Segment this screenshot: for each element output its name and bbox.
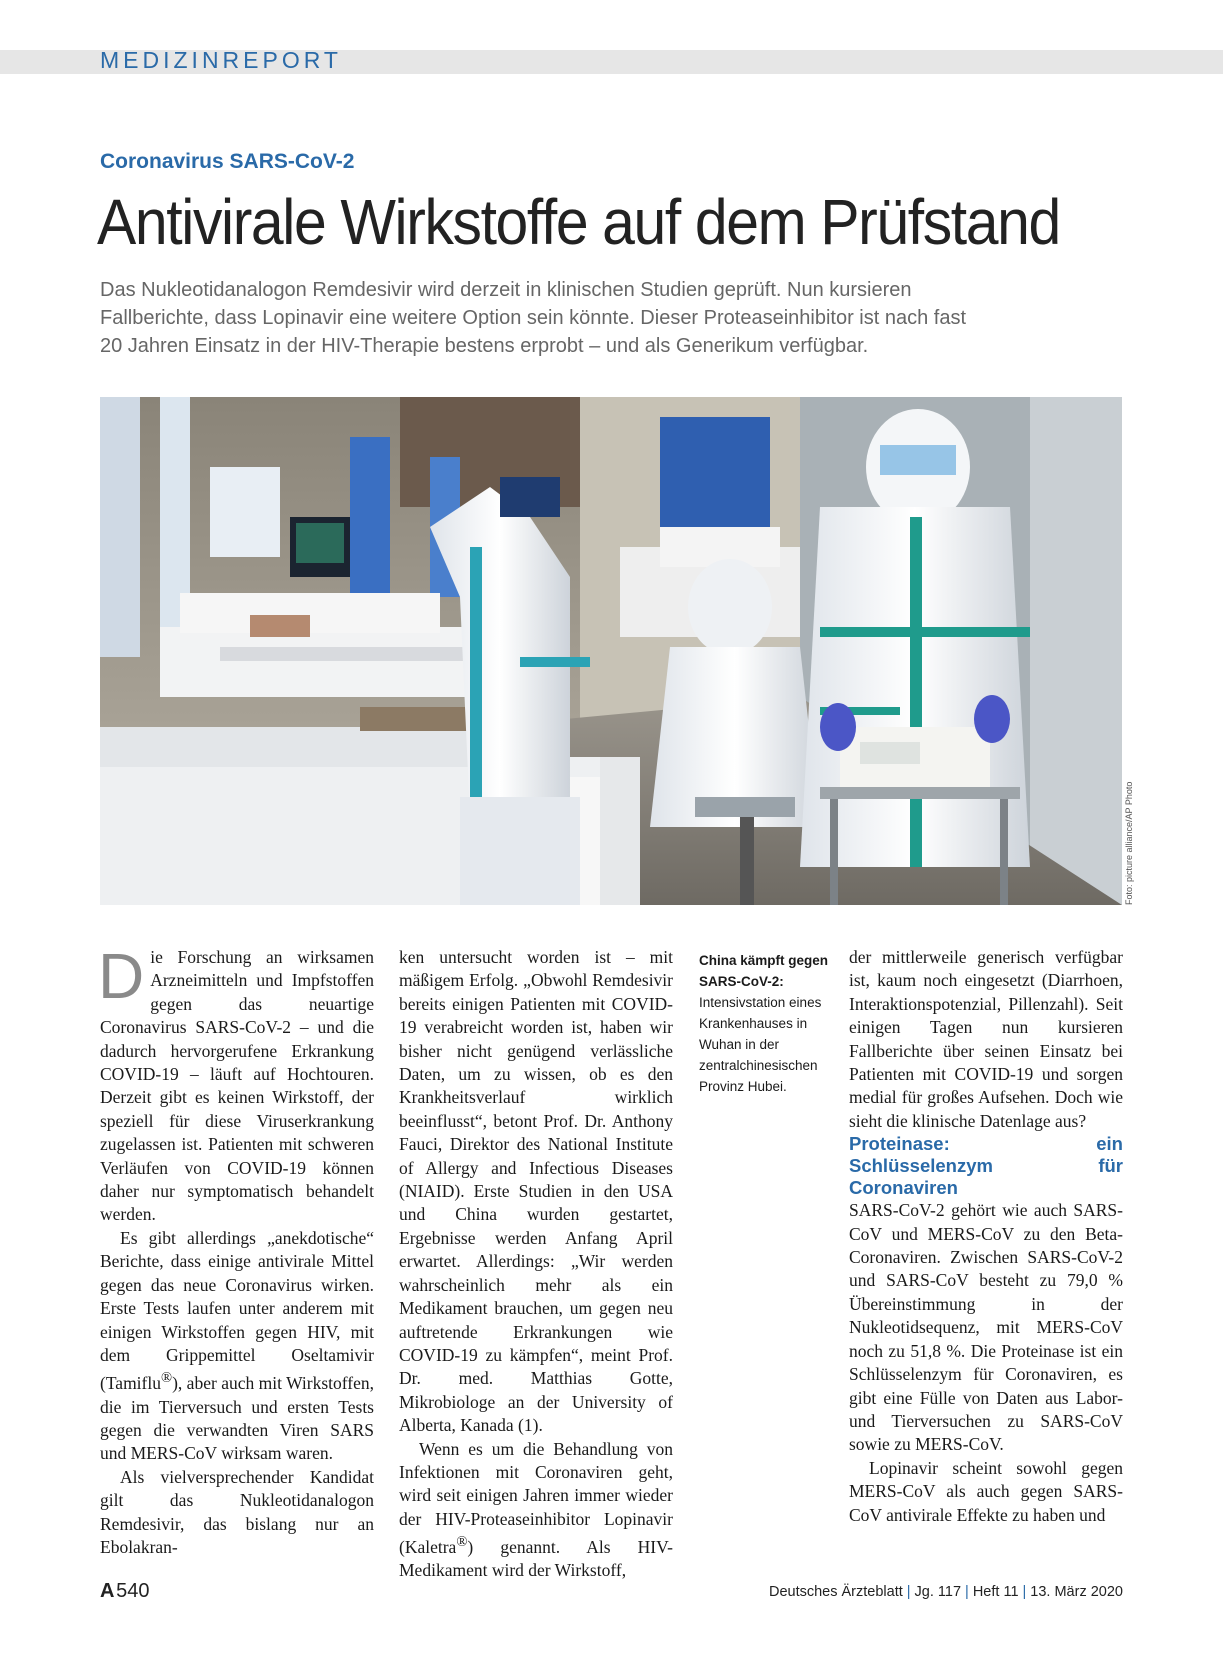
journal-issue: Heft 11 — [972, 1584, 1019, 1600]
paragraph: ), aber auch mit Wirkstoffen, die im Tierversuch und ersten Tests gegen die verwandten Viren SARS und MERS-CoV wirksam waren. — [100, 1373, 374, 1464]
paragraph: ) genannt. Als HIV-Medikament wird der Wirkstoff, — [399, 1536, 673, 1581]
article-lead: Das Nukleotidanalogon Remdesivir wird derzeit in klinischen Studien geprüft. Nun kursieren Fallberichte, dass Lopinavir eine weitere Option sein könnte. Dieser Proteaseinhibitor ist nach fast 20 Jahren Einsatz in der HIV-Therapie bestens erprobt – und als Generikum verfügbar. — [100, 279, 967, 357]
page-number-value: 540 — [116, 1580, 150, 1602]
body-column-1 — [98, 940, 374, 1559]
page-prefix: A — [100, 1580, 115, 1602]
subheading: Proteinase: ein Schlüsselenzym für Coronaviren — [849, 1133, 1123, 1199]
journal-volume: Jg. 117 — [914, 1584, 962, 1600]
section-label: MEDIZINREPORT — [100, 47, 342, 73]
paragraph: Als vielversprechender Kandidat gilt das Nukleotidanalogon Remdesivir, das bislang nur an Ebolakran- — [100, 1466, 374, 1557]
body-column-2 — [399, 946, 673, 1583]
journal-date: 13. März 2020 — [1030, 1584, 1123, 1600]
article-title: Antivirale Wirkstoffe auf dem Prüfstand — [97, 186, 1060, 258]
paragraph: der mittlerweile generisch verfügbar ist, kaum noch eingesetzt (Diarrhoen, Interaktionspotenzial, Pillenzahl). Seit einigen Tagen nun kursieren Fallberichte über seinen Einsatz bei Patienten mit COVID-19 und sorgen medial für großes Aufsehen. Doch wie sieht die klinische Datenlage aus? — [849, 947, 1123, 1131]
journal-name: Deutsches Ärzteblatt — [768, 1584, 903, 1600]
caption-title: China kämpft gegen SARS-CoV-2: — [699, 953, 829, 989]
paragraph: ie Forschung an wirksamen Arzneimitteln und Impfstoffen gegen das neuartige Coronavirus SARS-CoV-2 – und die dadurch hervorgerufene Erkrankung COVID-19 – läuft auf Hochtouren. Derzeit gibt es keinen Wirkstoff, der speziell für diese Viruserkrankung zugelassen ist. Patienten mit schweren Verläufen von COVID-19 können daher nur symptomatisch behandelt werden. — [100, 947, 374, 1225]
paragraph: Wenn es um die Behandlung von Infektionen mit Coronaviren geht, wird seit einigen Jahren immer wieder der HIV-Proteaseinhibitor Lopinavir (Kaletra — [399, 1438, 673, 1557]
drop-cap: D — [98, 940, 145, 1012]
separator: | — [906, 1584, 911, 1600]
page-number — [100, 1580, 150, 1603]
photo-caption — [699, 950, 829, 1097]
registered-mark: ® — [456, 1534, 468, 1551]
journal-footer — [769, 1584, 1123, 1600]
separator: | — [1022, 1584, 1027, 1600]
separator: | — [965, 1584, 969, 1600]
paragraph: SARS-CoV-2 gehört wie auch SARS-CoV und MERS-CoV zu den Beta-Coronaviren. Zwischen SARS-CoV-2 und SARS-CoV besteht zu 79,0 % Übereinstimmung in der Nukleotidsequenz, mit MERS-CoV noch zu 51,8 %. Die Proteinase ist ein Schlüsselenzym für Coronaviren, es gibt eine Fülle von Daten aus Labor- und Tierversuchen zu SARS-CoV sowie zu MERS-CoV. — [849, 1200, 1123, 1455]
paragraph: ken untersucht worden ist – mit mäßigem Erfolg. „Obwohl Remdesivir bereits einigen Patienten mit COVID-19 verabreicht worden ist, haben wir bisher nicht genügend verlässliche Daten, um zu wissen, ob es den Krankheitsverlauf wirklich beeinflusst“, betont Prof. Dr. Anthony Fauci, Direktor des National Institute of Allergy and Infectious Diseases (NIAID). Erste Studien in den USA und China wurden gestartet, Ergebnisse werden Anfang April erwartet. Allerdings: „Wir werden wahrscheinlich mehr als ein Medikament brauchen, um gegen neu auftretende Erkrankungen wie COVID-19 zu kämpfen“, meint Prof. Dr. med. Matthias Gotte, Mikrobiologe an der University of Alberta, Kanada (1). — [399, 947, 673, 1436]
article-photo — [100, 397, 1122, 905]
photo-credit: Foto: picture alliance/AP Photo — [1124, 781, 1134, 905]
caption-text: Intensivstation eines Krankenhauses in Wuhan in der zentralchinesischen Provinz Hubei. — [699, 995, 822, 1094]
body-column-4 — [849, 946, 1123, 1527]
article-kicker: Coronavirus SARS-CoV-2 — [100, 150, 355, 173]
paragraph: Lopinavir scheint sowohl gegen MERS-CoV als auch gegen SARS-CoV antivirale Effekte zu haben und — [849, 1457, 1123, 1525]
icu-photo-illustration — [100, 397, 1122, 905]
paragraph: Es gibt allerdings „anekdotische“ Berichte, dass einige antivirale Mittel gegen das neue Coronavirus wirken. Erste Tests laufen unter anderem mit einigen Wirkstoffen gegen HIV, mit dem Grippemittel Oseltamivir (Tamiflu — [100, 1227, 374, 1394]
registered-mark: ® — [160, 1370, 173, 1387]
